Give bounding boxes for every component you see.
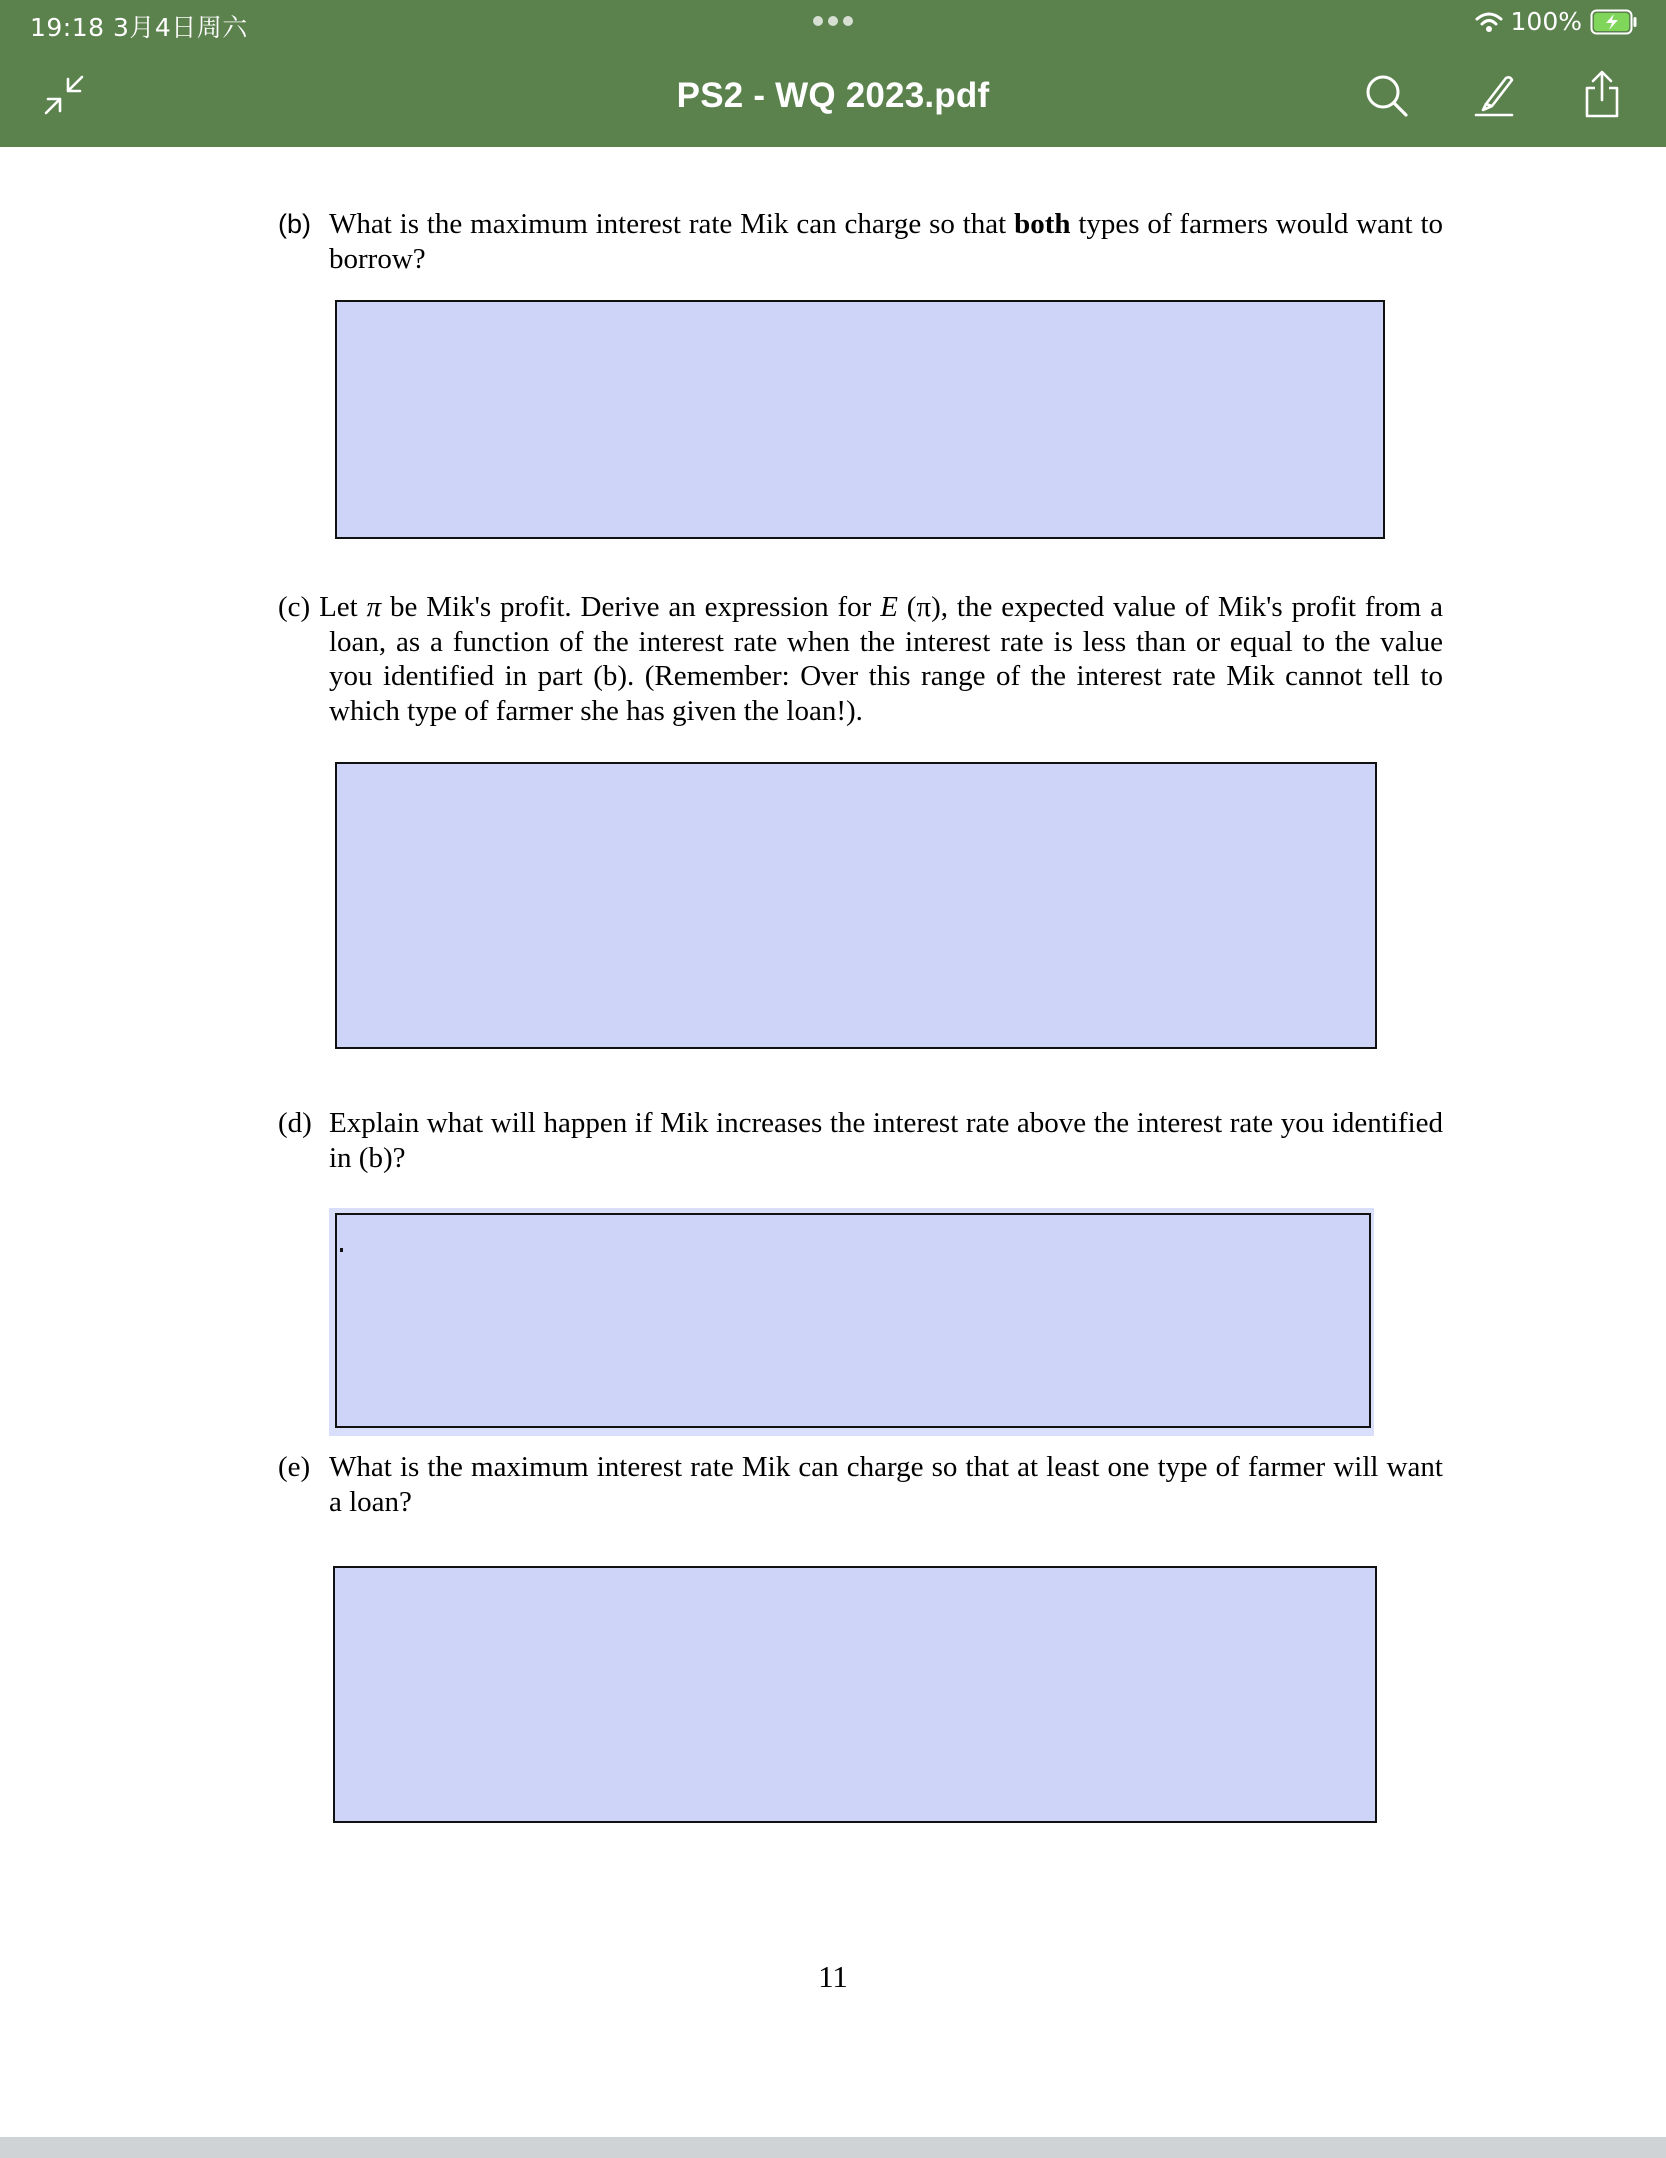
pdf-page <box>0 147 1666 2137</box>
question-b <box>278 207 1443 276</box>
status-time-date: 19:18 3月4日周六 <box>30 13 248 42</box>
page-number: 11 <box>818 1959 848 1994</box>
question-c-text: (c) Let π be Mik's profit. Derive an expression for E (π), the expected value of Mik's profit from a loan, as a function of the interest rate when the interest rate is less than or equal to the value you identified in part (b). (Remember: Over this range of the interest rate Mik cannot tell to which type of farmer she has given the loan!). <box>278 591 1443 727</box>
multitasking-dots[interactable] <box>813 16 853 28</box>
question-c <box>278 590 1443 728</box>
answer-field-e[interactable] <box>333 1566 1377 1823</box>
question-e-label: (e) <box>278 1451 311 1483</box>
question-d-text: Explain what will happen if Mik increases the interest rate above the interest rate you identified in (b)? <box>329 1107 1443 1174</box>
question-d <box>278 1106 1443 1175</box>
question-e-text: What is the maximum interest rate Mik can charge so that at least one type of farmer will want a loan? <box>329 1451 1443 1518</box>
question-b-text: What is the maximum interest rate Mik can charge so that both types of farmers would want to borrow? <box>329 208 1444 275</box>
highlighter-pen-icon[interactable] <box>1470 70 1518 120</box>
answer-field-b[interactable] <box>335 300 1385 539</box>
question-b-label: (b) <box>278 209 311 239</box>
expectation-symbol: E <box>880 591 898 623</box>
bottom-scroll-strip <box>0 2137 1666 2158</box>
answer-field-c[interactable] <box>335 762 1377 1049</box>
battery-charging-icon <box>1590 9 1638 35</box>
status-right <box>1475 7 1638 36</box>
app-toolbar <box>0 0 1666 147</box>
text-cursor <box>340 1248 343 1252</box>
question-c-label: (c) Let <box>278 591 358 623</box>
document-title: PS2 - WQ 2023.pdf <box>676 76 990 115</box>
question-d-label: (d) <box>278 1107 312 1139</box>
pi-symbol: π <box>366 591 382 623</box>
answer-field-d[interactable] <box>335 1213 1371 1428</box>
share-icon[interactable] <box>1578 70 1626 120</box>
wifi-icon <box>1475 11 1503 33</box>
battery-percent: 100% <box>1510 7 1582 36</box>
emphasis-both: both <box>1014 208 1071 240</box>
question-e <box>278 1450 1443 1519</box>
search-icon[interactable] <box>1362 70 1410 120</box>
